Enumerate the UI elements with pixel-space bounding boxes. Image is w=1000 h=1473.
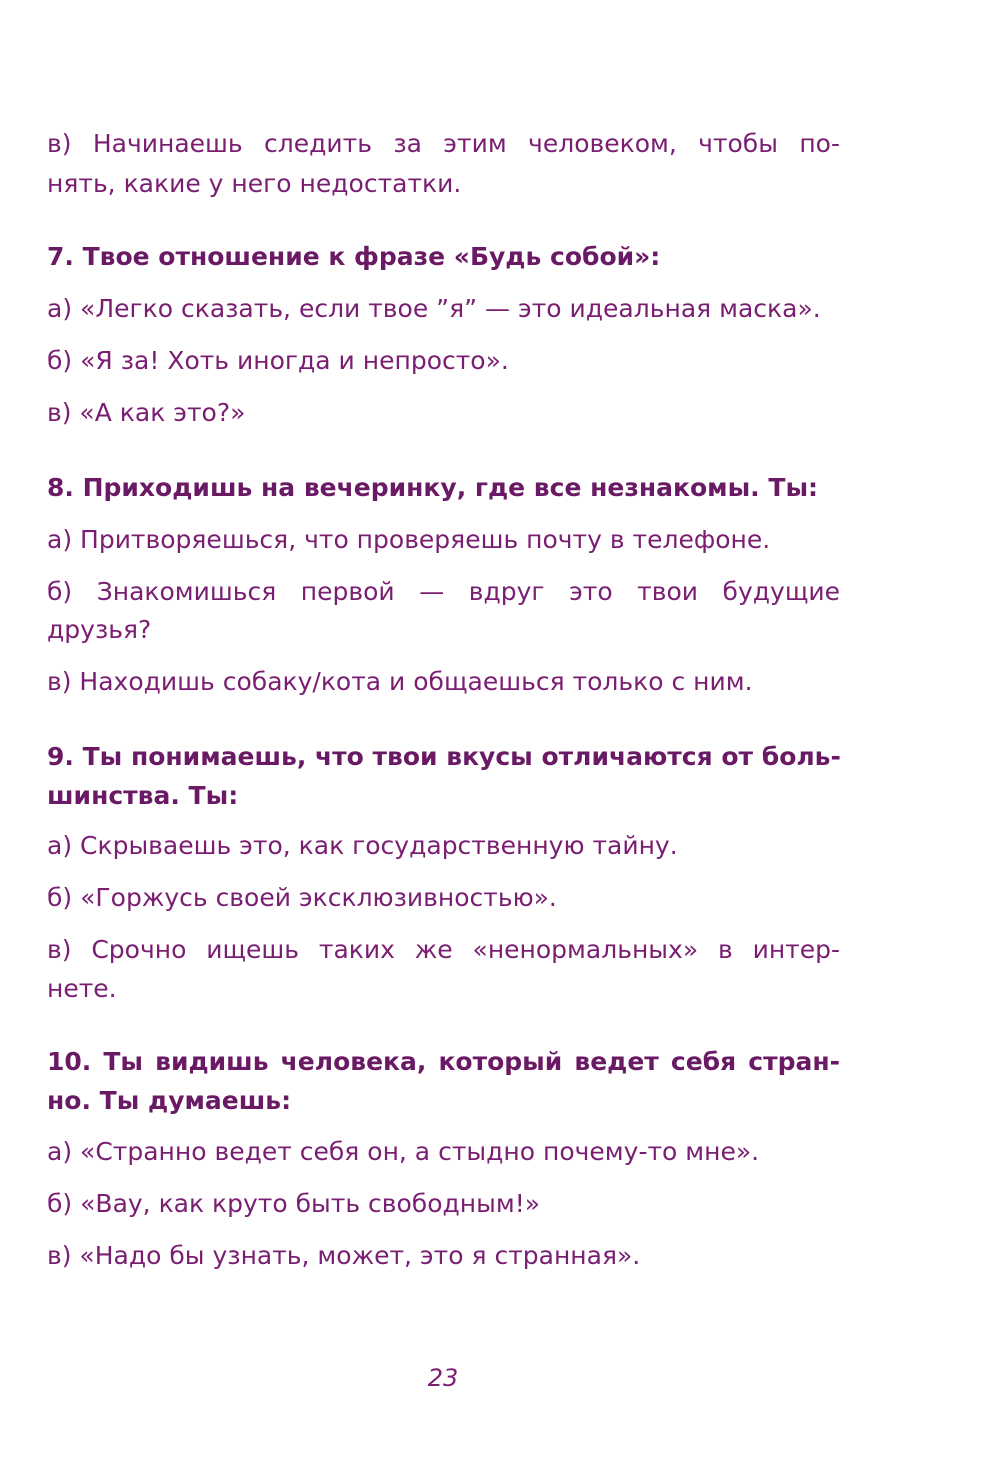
answer-7b: б) «Я за! Хоть иногда и непросто». xyxy=(47,346,509,375)
question-8: 8. Приходишь на вечеринку, где все незнакомы. Ты: xyxy=(47,473,819,502)
answer-8a: а) Притворяешься, что проверяешь почту в телефоне. xyxy=(47,525,771,554)
question-9: 9. Ты понимаешь, что твои вкусы отличаются от боль- xyxy=(47,742,841,771)
answer-line: нять, какие у него недостатки. xyxy=(47,169,462,198)
answer-7c: в) «А как это?» xyxy=(47,398,246,427)
question-7: 7. Твое отношение к фразе «Будь собой»: xyxy=(47,242,661,271)
answer-9a: а) Скрываешь это, как государственную тайну. xyxy=(47,831,678,860)
answer-8b: б) Знакомишься первой — вдруг это твои будущие xyxy=(47,577,840,606)
question-10: 10. Ты видишь человека, который ведет себя стран- xyxy=(47,1047,840,1076)
answer-9b: б) «Горжусь своей эксклюзивностью». xyxy=(47,883,557,912)
question-10-cont: но. Ты думаешь: xyxy=(47,1086,292,1115)
answer-10b: б) «Вау, как круто быть свободным!» xyxy=(47,1189,541,1218)
answer-8c: в) Находишь собаку/кота и общаешься только с ним. xyxy=(47,667,753,696)
answer-10a: а) «Странно ведет себя он, а стыдно почему-то мне». xyxy=(47,1137,760,1166)
answer-7a: а) «Легко сказать, если твое ”я” — это идеальная маска». xyxy=(47,294,821,323)
answer-10c: в) «Надо бы узнать, может, это я странная». xyxy=(47,1241,641,1270)
answer-line: в) Начинаешь следить за этим человеком, чтобы по- xyxy=(47,129,840,158)
answer-9c: в) Срочно ищешь таких же «ненормальных» в интер- xyxy=(47,935,840,964)
answer-9c-cont: нете. xyxy=(47,974,117,1003)
answer-8b-cont: друзья? xyxy=(47,615,152,644)
page-number: 23 xyxy=(427,1364,459,1392)
question-9-cont: шинства. Ты: xyxy=(47,781,239,810)
